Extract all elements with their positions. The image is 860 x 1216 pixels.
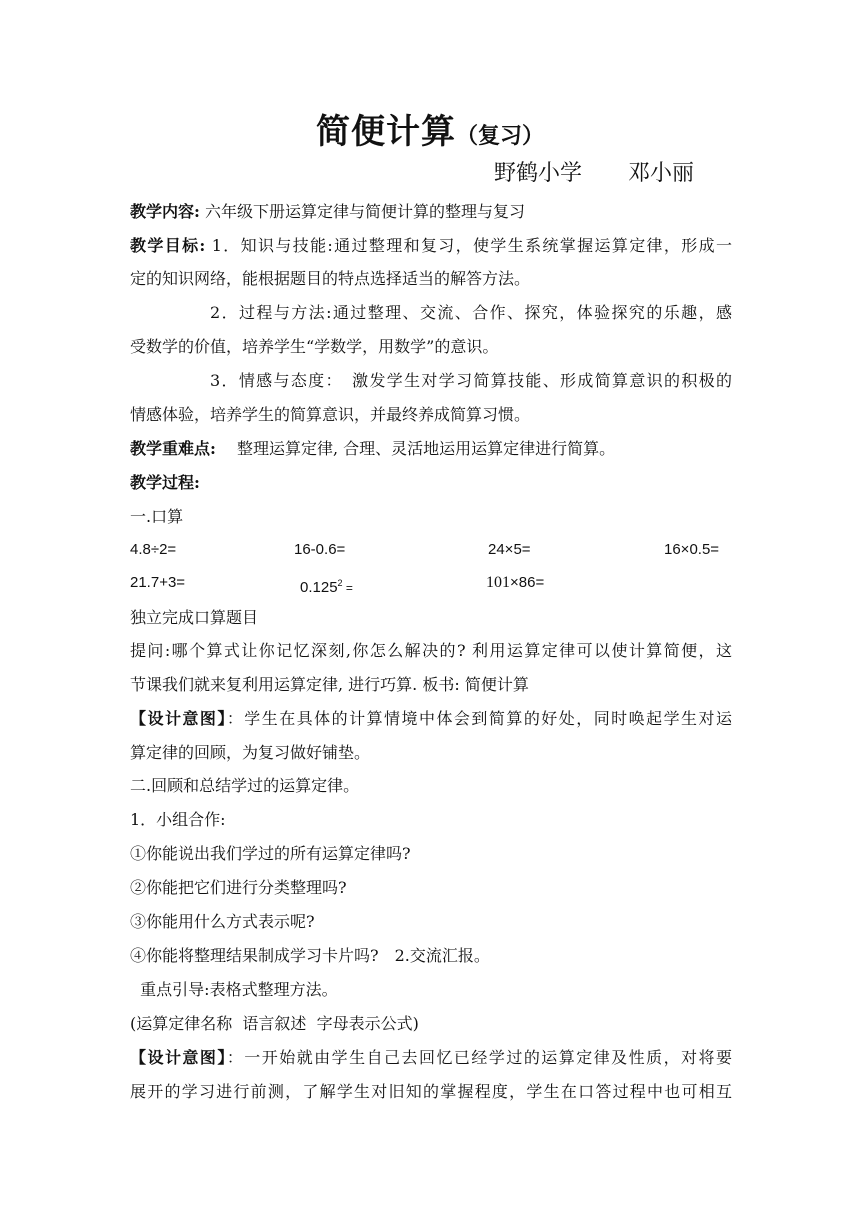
design-intent-1-text-a: ：学生在具体的计算情境中体会到简算的好处，同时唤起学生对运 <box>226 709 732 728</box>
group-work: 1．小组合作: <box>130 810 226 829</box>
teaching-goals-label: 教学目标: <box>130 236 206 255</box>
section-2-heading: 二.回顾和总结学过的运算定律。 <box>130 776 360 795</box>
problem-6-exponent: 2 <box>337 578 343 588</box>
goal-2-line-2: 受数学的价值，培养学生“学数学，用数学”的意识。 <box>130 337 499 356</box>
page-title <box>0 104 860 153</box>
design-intent-2-line-1 <box>130 1044 732 1072</box>
design-intent-1-label: 【设计意图】 <box>130 709 227 728</box>
author-school: 野鹤小学 <box>494 161 583 186</box>
goal-3-line-2: 情感体验，培养学生的简算意识，并最终养成简算习惯。 <box>130 405 531 424</box>
guide-note: 重点引导:表格式整理方法。 <box>130 980 338 999</box>
section-1-heading: 一.口算 <box>130 507 184 526</box>
problem-6 <box>300 569 353 597</box>
problem-5: 21.7+3= <box>130 574 186 591</box>
key-points-text: 整理运算定律, 合理、灵活地运用运算定律进行简算。 <box>215 439 616 458</box>
design-intent-1-line-1 <box>130 705 732 733</box>
goal-1-text-a: 1．知识与技能:通过整理和复习，使学生系统掌握运算定律，形成一 <box>205 236 732 255</box>
goal-1-line-2: 定的知识网络，能根据题目的特点选择适当的解答方法。 <box>130 269 531 288</box>
problem-6-base: 0.125 <box>300 579 338 596</box>
teaching-content-text: 六年级下册运算定律与简便计算的整理与复习 <box>199 202 526 221</box>
key-points <box>130 435 732 463</box>
teaching-content-label: 教学内容: <box>130 202 200 221</box>
problem-3: 24×5= <box>488 541 531 558</box>
problem-7-rest: ×86= <box>510 574 545 591</box>
problem-6-equals: = <box>342 581 353 595</box>
goal-3-line-1: 3．情感与态度： 激发学生对学习简算技能、形成简算意识的积极的 <box>210 371 732 390</box>
design-intent-2-line-2: 展开的学习进行前测，了解学生对旧知的掌握程度，学生在口答过程中也可相互 <box>130 1082 732 1101</box>
table-columns-note: (运算定律名称 语言叙述 字母表示公式) <box>130 1014 419 1033</box>
goal-2-line-1: 2．过程与方法:通过整理、交流、合作、探究，体验探究的乐趣，感 <box>210 303 732 322</box>
title-main: 简便计算 <box>315 112 456 152</box>
goal-1-line-1 <box>130 232 732 260</box>
group-question-3: ③你能用什么方式表示呢? <box>130 912 315 931</box>
design-intent-1-line-2: 算定律的回顾，为复习做好铺垫。 <box>130 743 371 762</box>
design-intent-2-label: 【设计意图】 <box>130 1048 227 1067</box>
teaching-content <box>130 198 732 226</box>
problem-2: 16-0.6= <box>294 541 346 558</box>
group-question-4: ④你能将整理结果制成学习卡片吗? 2.交流汇报。 <box>130 946 490 965</box>
problem-4: 16×0.5= <box>664 541 720 558</box>
group-question-1: ①你能说出我们学过的所有运算定律吗? <box>130 844 411 863</box>
title-sub: （复习） <box>455 123 544 149</box>
teaching-process-label: 教学过程: <box>130 473 200 492</box>
problem-7 <box>486 569 544 597</box>
section-1-note: 独立完成口算题目 <box>130 608 259 627</box>
question-line-1: 提问:哪个算式让你记忆深刻,你怎么解决的? 利用运算定律可以使计算简便，这 <box>130 641 732 660</box>
question-line-2: 节课我们就来复利用运算定律, 进行巧算. 板书: 简便计算 <box>130 675 529 694</box>
problem-7-number: 101 <box>486 574 510 591</box>
group-question-2: ②你能把它们进行分类整理吗? <box>130 878 347 897</box>
key-points-label: 教学重难点: <box>130 439 216 458</box>
problem-1: 4.8÷2= <box>130 541 177 558</box>
author-name: 邓小丽 <box>628 161 695 186</box>
design-intent-2-text-a: ：一开始就由学生自己去回忆已经学过的运算定律及性质，对将要 <box>226 1048 732 1067</box>
author-line <box>494 156 694 187</box>
